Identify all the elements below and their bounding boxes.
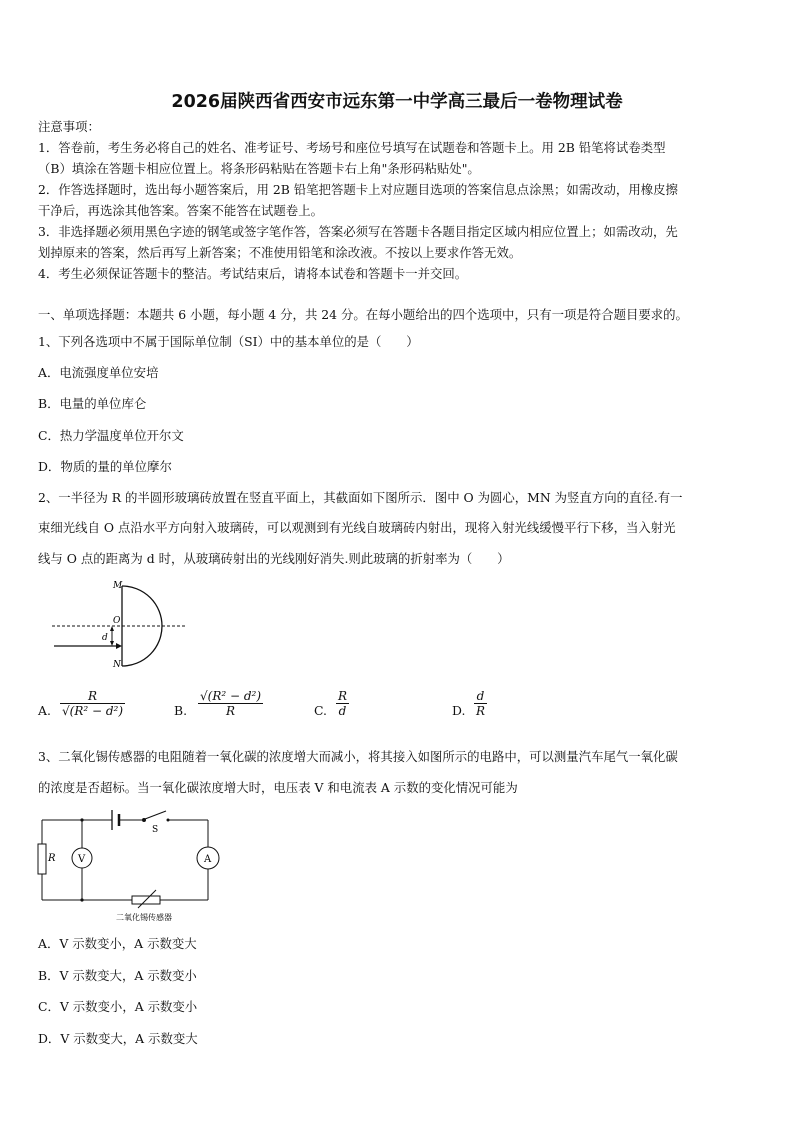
notice-line: 3．非选择题必须用黑色字迹的钢笔或签字笔作答，答案必须写在答题卡各题目指定区域内相应位置上；如需改动，先 <box>38 224 678 239</box>
label-o: O <box>113 616 121 626</box>
notice-line: 2．作答选择题时，选出每小题答案后，用 2B 铅笔把答题卡上对应题目选项的答案信息点涂黑；如需改动，用橡皮擦 <box>38 182 678 197</box>
glass-brick-figure <box>50 578 190 670</box>
notice-line: 干净后，再选涂其他答案。答案不能答在试题卷上。 <box>38 203 323 218</box>
question-2-option-d-fraction: $\frac{d}{R}$ <box>476 689 486 718</box>
sensor-label: 二氧化锡传感器 <box>116 913 172 922</box>
question-3-option-d: D．V 示数变大，A 示数变大 <box>38 1031 198 1046</box>
question-3-option-c: C．V 示数变小，A 示数变小 <box>38 999 198 1014</box>
question-2-option-c-fraction: $\frac{R}{d}$ <box>338 689 348 718</box>
question-3-stem-line2: 的浓度是否超标。当一氧化碳浓度增大时，电压表 V 和电流表 A 示数的变化情况可能为 <box>38 780 518 795</box>
question-2-stem-line1: 2、一半径为 R 的半圆形玻璃砖放置在竖直平面上，其截面如下图所示．图中 O 为圆心，MN 为竖直方向的直径.有一 <box>38 490 683 505</box>
label-m: M <box>113 581 123 591</box>
question-2-option-b-letter: B. <box>174 703 188 718</box>
resistor-label: R <box>48 853 56 864</box>
question-2-stem-line3: 线与 O 点的距离为 d 时，从玻璃砖射出的光线刚好消失.则此玻璃的折射率为（ ） <box>38 551 510 566</box>
question-3-option-b: B．V 示数变大，A 示数变小 <box>38 968 197 983</box>
label-n: N <box>113 660 121 670</box>
page-title: 2026届陕西省西安市远东第一中学高三最后一卷物理试卷 <box>171 92 623 112</box>
question-1-option-b: B．电量的单位库仑 <box>38 396 147 411</box>
question-1-option-d: D．物质的量的单位摩尔 <box>38 459 172 474</box>
question-3-option-a: A．V 示数变小，A 示数变大 <box>38 936 197 951</box>
notice-line: （B）填涂在答题卡相应位置上。将条形码粘贴在答题卡右上角"条形码粘贴处"。 <box>38 161 480 176</box>
notice-heading: 注意事项： <box>38 119 100 134</box>
question-1-option-c: C．热力学温度单位开尔文 <box>38 428 184 443</box>
question-2-option-a-fraction: $\frac{R}{\text{√(R² − d²)}}$ <box>62 689 124 718</box>
question-2-option-b-fraction: $\frac{\text{√(R² − d²)}}{R}$ <box>200 689 262 718</box>
voltmeter-label: V <box>78 854 86 865</box>
notice-line: 划掉原来的答案，然后再写上新答案；不准使用铅笔和涂改液。不按以上要求作答无效。 <box>38 245 522 260</box>
circuit-figure <box>34 808 224 926</box>
notice-line: 1．答卷前，考生务必将自己的姓名、准考证号、考场号和座位号填写在试题卷和答题卡上。用 2B 铅笔将试卷类型 <box>38 140 666 155</box>
question-3-stem-line1: 3、二氧化锡传感器的电阻随着一氧化碳的浓度增大而减小，将其接入如图所示的电路中，可以测量汽车尾气一氧化碳 <box>38 749 678 764</box>
question-1-stem: 1、下列各选项中不属于国际单位制（SI）中的基本单位的是（ ） <box>38 334 419 349</box>
question-2-option-c-letter: C. <box>314 703 327 718</box>
ammeter-label: A <box>204 854 212 865</box>
label-d: d <box>102 633 108 643</box>
switch-label: S <box>152 825 159 835</box>
section-heading: 一、单项选择题：本题共 6 小题，每小题 4 分，共 24 分。在每小题给出的四个选项中，只有一项是符合题目要求的。 <box>38 307 688 322</box>
question-2-option-a-letter: A. <box>38 703 51 718</box>
question-2-stem-line2: 束细光线自 O 点沿水平方向射入玻璃砖，可以观测到有光线自玻璃砖内射出，现将入射光线缓慢平行下移，当入射光 <box>38 520 676 535</box>
question-2-option-d-letter: D. <box>452 703 466 718</box>
notice-line: 4．考生必须保证答题卡的整洁。考试结束后，请将本试卷和答题卡一并交回。 <box>38 266 468 281</box>
question-1-option-a: A．电流强度单位安培 <box>38 365 159 380</box>
